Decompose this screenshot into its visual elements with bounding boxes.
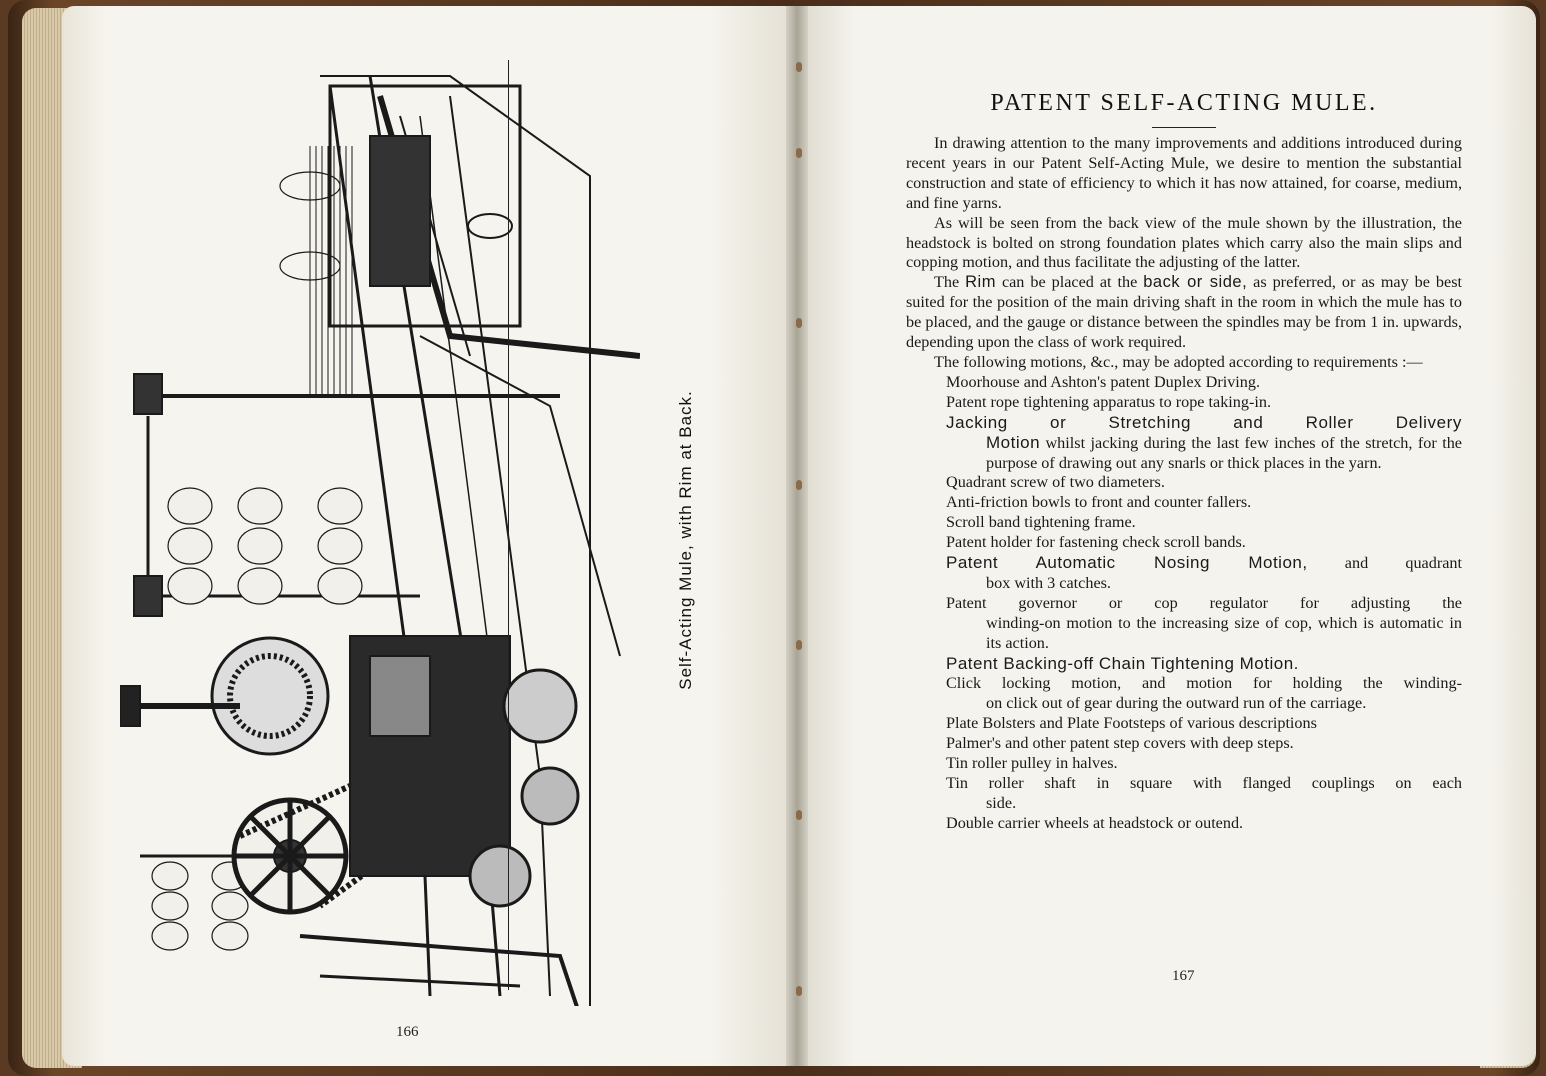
paragraph: In drawing attention to the many improvements and additions introduced during recent years in our Patent Self-Acting Mule, we desire to mention the substantial construction and state of efficiency to which it has now attained, for coarse, medium, and fine yarns. <box>906 134 1462 212</box>
text-run: and quadrant <box>1307 554 1462 573</box>
list-item-continuation: on click out of gear during the outward run of the carriage. <box>986 694 1367 713</box>
list-intro: The following motions, &c., may be adopted according to requirements :— <box>934 352 1423 371</box>
motions-list <box>906 373 1462 834</box>
list-item: Plate Bolsters and Plate Footsteps of various descriptions <box>946 714 1317 733</box>
binding-stitch <box>796 318 802 328</box>
emphasis-run: Patent Backing-off Chain Tightening Motion. <box>946 653 1299 673</box>
binding-stitch <box>796 148 802 158</box>
binding-stitch <box>796 640 802 650</box>
list-item <box>946 654 1462 675</box>
article-body <box>906 80 1462 834</box>
caption-holder <box>668 370 708 710</box>
list-item: Patent rope tightening apparatus to rope taking-in. <box>946 392 1272 411</box>
binding-stitch <box>796 62 802 72</box>
mule-engraving <box>120 56 640 1006</box>
rim-paragraph <box>906 273 1462 353</box>
list-item-line: Tin roller shaft in square with flanged couplings on each <box>946 774 1462 792</box>
list-item <box>946 413 1462 474</box>
page-number-left: 166 <box>396 1024 419 1040</box>
page-number-right: 167 <box>1172 968 1195 984</box>
list-item-continuation: box with 3 catches. <box>986 573 1111 592</box>
emphasis-run: Patent Automatic Nosing Motion, <box>946 553 1308 573</box>
emphasis-run: Rim <box>965 273 996 292</box>
plate-caption: Self-Acting Mule, with Rim at Back. <box>676 390 695 690</box>
page-title: PATENT SELF-ACTING MULE. <box>990 90 1378 116</box>
list-item-line: Patent governor or cop regulator for adjusting the <box>946 593 1462 612</box>
list-item: Tin roller pulley in halves. <box>946 754 1118 773</box>
list-item <box>946 774 1462 814</box>
paragraph: As will be seen from the back view of the mule shown by the illustration, the headstock is bolted on strong foundation plates which carry also the main slips and copping motion, and thus facilitate the adjusting of the latter. <box>906 213 1462 272</box>
emphasis-run: Motion <box>986 432 1041 452</box>
list-item <box>946 553 1462 594</box>
book-gutter <box>786 6 808 1066</box>
text-run: can be placed at the <box>995 273 1144 292</box>
list-item-line <box>946 553 1462 574</box>
emphasis-run: back or side, <box>1143 273 1248 292</box>
list-item: Double carrier wheels at headstock or outend. <box>946 813 1244 832</box>
list-item-continuation: winding-on motion to the increasing size of cop, which is automatic in its action. <box>986 613 1462 652</box>
list-item-continuation <box>946 433 1462 474</box>
list-item: Anti-friction bowls to front and counter fallers. <box>946 493 1252 512</box>
text-run: as preferred, or as may be best suited for the position of the main driving shaft in the room in which the mule has to be placed, and the gauge or distance between the spindles may be from 1 in. upwards, depending upon the class of work required. <box>906 273 1462 352</box>
list-item: Patent holder for fastening check scroll bands. <box>946 533 1246 552</box>
list-item-heading: Jacking or Stretching and Roller Delivery <box>946 412 1462 432</box>
list-item: Palmer's and other patent step covers with deep steps. <box>946 734 1294 753</box>
list-item: Quadrant screw of two diameters. <box>946 473 1165 492</box>
text-run: whilst jacking during the last few inches of the stretch, for the purpose of drawing out any snarls or thick places in the yarn. <box>986 433 1462 472</box>
text-run: The <box>934 273 966 292</box>
binding-stitch <box>796 810 802 820</box>
list-item-line: Click locking motion, and motion for holding the winding- <box>946 674 1462 693</box>
title-rule <box>1152 127 1216 128</box>
binding-stitch <box>796 986 802 996</box>
list-item: Scroll band tightening frame. <box>946 513 1136 532</box>
list-item <box>946 674 1462 714</box>
binding-stitch <box>796 480 802 490</box>
plate-rule <box>508 60 509 990</box>
list-item <box>946 594 1462 654</box>
list-item: Moorhouse and Ashton's patent Duplex Driving. <box>946 372 1261 391</box>
list-item-continuation: side. <box>986 793 1017 812</box>
